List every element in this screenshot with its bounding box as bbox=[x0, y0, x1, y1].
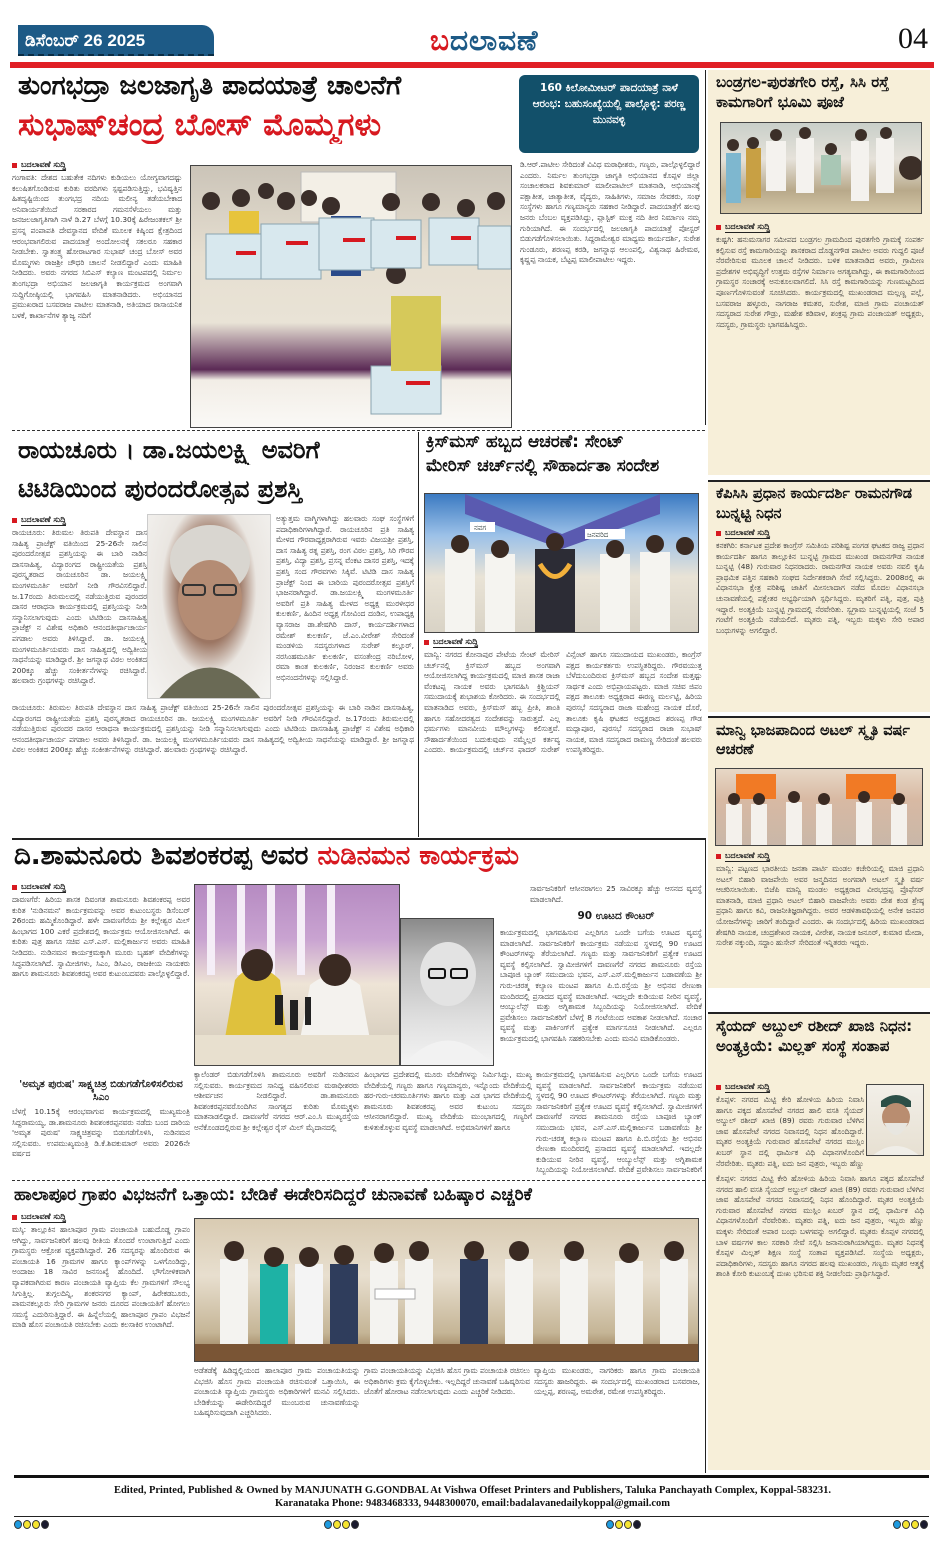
jayalakshmi-portrait bbox=[147, 514, 271, 699]
column-divider bbox=[705, 70, 706, 425]
section-divider bbox=[12, 1180, 705, 1181]
byline: ಬದಲಾವಣೆ ಸುದ್ದಿ bbox=[12, 160, 182, 171]
newspaper-logo bbox=[430, 24, 538, 58]
atal-text bbox=[716, 851, 924, 982]
shamanur-event-photo bbox=[194, 884, 400, 1066]
khaji-portrait bbox=[866, 1084, 924, 1156]
bullet-square-icon bbox=[12, 885, 17, 890]
shamanur-body-col1: ದಾವಣಗೆರೆ: ಹಿರಿಯ ಶಾಸಕ ದಿವಂಗತ ಶಾಮನೂರು ಶಿವಶಂಕರಪ್ಪ ಅವರ ಕುರಿತ 'ನುಡಿನಮನ' ಕಾರ್ಯಕ್ರಮವನ್ನು ಅವರ ಕುಟುಂಬಸ್ಥರು ಡಿಸೆಂಬರ್ 26ರಂದು ಹಮ್ಮಿಕೊಂಡಿದ್ದಾರೆ. ಹಳೇ ದಾವಣಗೆರೆಯ ಶ್ರೀ ಕಲ್ಲೇಶ್ವರ ಮಿಲ್ ಹಿಂಭಾಗದ 100 ಎಕರೆ ಪ್ರದೇಶದಲ್ಲಿ ಕಾರ್ಯಕ್ರಮ ಆಯೋಜಿಸಲಾಗಿದೆ. ಈ ಕುರಿತು ಪುತ್ರ ಹಾಗೂ ಸಚಿವ ಎಸ್.ಎಸ್. ಮಲ್ಲಿಕಾರ್ಜುನ ಅವರು ಮಾಹಿತಿ ನೀಡಿದರು. ನುಡಿನಮನ ಕಾರ್ಯಕ್ರಮಕ್ಕಾಗಿ ಮೂರು ಬೃಹತ್ ವೇದಿಕೆಗಳನ್ನು ಸಿದ್ಧಪಡಿಸಲಾಗಿದೆ. ಸ್ವಾಮೀಜಿಗಳು, ಸಿಎಂ, ಡಿಸಿಎಂ, ರಾಜಕೀಯ ನಾಯಕರು ಹಾಗೂ ಶಾಮನೂರು ಶಿವಶಂಕರಪ್ಪ ಅವರ ಕುಟುಂಬದವರು ಪಾಲ್ಗೊಳ್ಳಲಿದ್ದಾರೆ. bbox=[12, 895, 190, 979]
masthead-rule bbox=[10, 62, 934, 68]
right-story-kpcc-panel bbox=[708, 482, 930, 712]
photo-sign-left: ನವಗ bbox=[474, 524, 487, 532]
shamanur-portrait bbox=[400, 918, 494, 1066]
lead-photo-illustration bbox=[191, 166, 512, 428]
halapur-headline: ಹಾಲಾಪೂರ ಗ್ರಾಪಂ ವಿಭಜನೆಗೆ ಒತ್ತಾಯ: ಬೇಡಿಕೆ ಈಡೇರಿಸದಿದ್ದರೆ ಚುನಾವಣೆ ಬಹಿಷ್ಕಾರ ಎಚ್ಚರಿಕೆ bbox=[14, 1186, 532, 1205]
bullet-square-icon bbox=[716, 854, 721, 859]
photo-sign-right: ಜನವರಿದ bbox=[587, 531, 609, 539]
registration-dot bbox=[23, 1520, 31, 1529]
logo-rest: ದಲಾವಣೆ bbox=[449, 24, 539, 57]
imprint bbox=[0, 1484, 945, 1510]
byline: ಬದಲಾವಣೆ ಸುದ್ದಿ bbox=[424, 637, 702, 648]
shamanur-headline-red: ನುಡಿನಮನ ಕಾರ್ಯಕ್ರಮ bbox=[317, 842, 519, 871]
registration-dot bbox=[911, 1520, 919, 1529]
atal-event-photo bbox=[715, 768, 923, 846]
halapur-memorandum-photo bbox=[194, 1218, 699, 1362]
christmas-church-photo bbox=[424, 493, 699, 633]
registration-dot bbox=[333, 1520, 341, 1529]
khaji-headline: ಸೈಯದ್ ಅಬ್ದುಲ್ ರಶೀದ್ ಖಾಜಿ ನಿಧನ: ಅಂತ್ಯಕ್ರಿಯೆ: ಮಿಲ್ಲತ್ ಸಂಸ್ಥೆ ಸಂತಾಪ bbox=[716, 1017, 913, 1055]
halapur-body-col4: ವ್ಯಾಪ್ತಿಯ ಮುಖಂಡರು, ನಾಗರಿಕರು ಹಾಗೂ ಗ್ರಾಮ ಪಂಚಾಯತಿ ಸದಸ್ಯರು ಹಾಜರಿದ್ದರು. ಈ ಸಂದರ್ಭದಲ್ಲಿ ಮುಖಂಡರಾದ ಬಸವರಾಜ, ಯಲ್ಲಪ್ಪ, ಶರಣಪ್ಪ, ಅಮರೇಶ, ರಮೇಶ ಉಪಸ್ಥಿತರಿದ್ದರು. bbox=[534, 1366, 700, 1397]
registration-dot bbox=[41, 1520, 49, 1529]
shamanur-body-col3b: ಹಿಂಭಾಗದ ಪ್ರದೇಶದಲ್ಲಿ ಮೂರು ವೇದಿಕೆಗಳನ್ನು ನಿರ್ಮಿಸಿದ್ದು, ಮುಖ್ಯ ವೇದಿಕೆಯಲ್ಲಿ ಗಣ್ಯರು ಹಾಗೂ ಗಣ್ಯಮಾನ್ಯರು, ಇನ್ನೊಂದು ವೇದಿಕೆಯಲ್ಲಿ ಹರ-ಗುರು-ಚರಮೂರ್ತಿಗಳು ಹಾಗೂ ಮತ್ತು ಎಡ ಭಾಗದ ವೇದಿಕೆಯಲ್ಲಿ ಶಾಮನೂರು ಶಿವಶಂಕರಪ್ಪ ಅವರ ಕುಟುಂಬ ಸದಸ್ಯರು ಆಸೀನರಾಗಲಿದ್ದಾರೆ. ಮುಖ್ಯ ವೇದಿಕೆಯ ಮುಂಭಾಗದಲ್ಲಿ ಗಣ್ಯರಿಗೆ ಕುಳಿತುಕೊಳ್ಳುವ ವ್ಯವಸ್ಥೆ ಮಾಡಲಾಗಿದೆ. ಅಭಿಮಾನಿಗಳಿಗೆ ಹಾಗೂ bbox=[364, 1070, 532, 1132]
registration-dot bbox=[902, 1520, 910, 1529]
issue-date: ಡಿಸೆಂಬರ್ 26 2025 bbox=[18, 25, 214, 56]
bullet-square-icon bbox=[716, 1085, 721, 1090]
registration-dot bbox=[351, 1520, 359, 1529]
khaji-text-top bbox=[716, 1082, 864, 1171]
shamanur-body-col3c: ಕಾರ್ಯಕ್ರಮದಲ್ಲಿ ಭಾಗವಹಿಸುವ ಎಲ್ಲರಿಗೂ ಒಂದೇ ಬಗೆಯ ಊಟದ ವ್ಯವಸ್ಥೆ ಮಾಡಲಾಗಿದೆ. ಸಾರ್ವಜನಿಕರಿಗೆ ಕಾರ್ಯಕ್ರಮ ನಡೆಯುವ ಸ್ಥಳದಲ್ಲಿ 90 ಊಟದ ಕೌಂಟರ್‌ಗಳನ್ನು ತೆರೆಯಲಾಗಿದೆ. ಗಣ್ಯರು ಮತ್ತು ಸಾರ್ವಜನಿಕರಿಗೆ ಪ್ರತ್ಯೇಕ ಊಟದ ವ್ಯವಸ್ಥೆ ಕಲ್ಪಿಸಲಾಗಿದೆ. ಸ್ವಾಮೀಜಿಗಳಿಗೆ ದಾವಣಗೆರೆ ನಗರದ ಶಾಮನೂರು ರಸ್ತೆಯ ಬಾಪೂಜಿ ಬ್ಯಾಂಕ್ ಸಮುದಾಯ ಭವನ, ಎಸ್.ಎಸ್.ಮಲ್ಲಿಕಾರ್ಜುನ ಬಡಾವಣೆಯ ಶ್ರೀ ಗುರು-ಚರತ್ಮ ಕಲ್ಯಾಣ ಮಂಟಪ ಹಾಗೂ ಪಿ.ಬಿ.ರಸ್ತೆಯ ಶ್ರೀ ಅಭಿನವ ರೇಣುಕಾ ಮಂದಿರದಲ್ಲಿ ಪ್ರಸಾದದ ವ್ಯವಸ್ಥೆ ಮಾಡಲಾಗಿದೆ. ಇದಲ್ಲದೇ ಕುಡಿಯುವ ನೀರಿನ ವ್ಯವಸ್ಥೆ, ಆಂಬ್ಯುಲೆನ್ಸ್ ಮತ್ತು ಅಗ್ನಿಶಾಮಕ ಸಿಬ್ಬಂದಿಯನ್ನು ನಿಯೋಜಿಸಲಾಗಿದೆ. ವೇದಿಕೆ ಪ್ರವೇಶಿಸಲು ಸಾರ್ವಜನಿಕರಿಗೆ ಬೆಳಗ್ಗೆ 8 ಗಂಟೆಯಿಂದ ಅವಕಾಶ ನೀಡಲಾಗಿದೆ. ಸಂಚಾರ ವ್ಯವಸ್ಥೆ ಮತ್ತು ಪಾರ್ಕಿಂಗ್‌ಗೆ ಪ್ರತ್ಯೇಕ ಮಾರ್ಗಸೂಚಿ ನೀಡಲಾಗಿದೆ. ಎಲ್ಲರೂ ಕಾರ್ಯಕ್ರಮದಲ್ಲಿ ಭಾಗವಹಿಸಿ ಸಹಕರಿಸಬೇಕು ಎಂದು ಮನವಿ ಮಾಡಿಕೊಂಡರು. bbox=[500, 928, 702, 1043]
halapur-body-col1: ಮಸ್ಕಿ: ತಾಲ್ಲೂಕಿನ ಹಾಲಾಪೂರ ಗ್ರಾಮ ಪಂಚಾಯತಿ ಬಹುದೊಡ್ಡ ಗ್ರಾಪಂ ಆಗಿದ್ದು, ಸಾರ್ವಜನಿಕರಿಗೆ ಹಲವು ರೀತಿಯ ತೊಂದರೆ ಉಂಟಾಗುತ್ತಿದೆ ಎಂದು ಗ್ರಾಮಸ್ಥರು ಆಕ್ರೋಶ ವ್ಯಕ್ತಪಡಿಸಿದ್ದಾರೆ. 26 ಸದಸ್ಯರನ್ನು ಹೊಂದಿರುವ ಈ ಪಂಚಾಯತಿ 16 ಗ್ರಾಮಗಳ ಹಾಗೂ ಕ್ಯಾಂಪ್‌ಗಳನ್ನು ಒಳಗೊಂಡಿದ್ದು, ಅಂದಾಜು 18 ಸಾವಿರ ಜನಸಂಖ್ಯೆ ಹೊಂದಿದೆ. ಭೌಗೋಳಿಕವಾಗಿ ವ್ಯಾಪಕವಾಗಿರುವ ಕಾರಣ ಪಂಚಾಯತಿ ವ್ಯಾಪ್ತಿಯ ಕೆಲ ಗ್ರಾಮಗಳಿಗೆ ಸೌಲಭ್ಯ ಸಿಗುತ್ತಿಲ್ಲ. ತುಗ್ಗಲದಿನ್ನಿ, ಶಂಕರನಗರ ಕ್ಯಾಂಪ್, ಹಿರೇಕಡಬೂರು, ಪಾಮನಕಲ್ಲೂರು ಸೇರಿ ಗ್ರಾಮಗಳ ಜನರು ದೂರದ ಪಂಚಾಯತಿಗೆ ಹೋಗಲು ಸಮಸ್ಯೆ ಎದುರಿಸುತ್ತಿದ್ದಾರೆ. ಈ ಹಿನ್ನೆಲೆಯಲ್ಲಿ ಹಾಲಾಪೂರ ಗ್ರಾಪಂ ವಿಭಜನೆ ಮಾಡಿ ಹೊಸ ಪಂಚಾಯತಿ ರಚಿಸಬೇಕು ಎಂದು ಕಲಸಾಕಿರ ಉಂಟಾಗಿದೆ. bbox=[12, 1225, 190, 1330]
registration-dot bbox=[342, 1520, 350, 1529]
kpcc-text bbox=[716, 528, 924, 711]
shamanur-headline-black: ದಿ.ಶಾಮನೂರು ಶಿವಶಂಕರಪ್ಪ ಅವರ bbox=[14, 842, 309, 871]
christmas-headline-2: ಮೇರಿಸ್ ಚರ್ಚ್‌ನಲ್ಲಿ ಸೌಹಾರ್ದತಾ ಸಂದೇಶ bbox=[426, 457, 660, 476]
portrait-illustration bbox=[148, 515, 271, 699]
right-story-road-body: ಕುಷ್ಟಗಿ: ಹನುಮಸಾಗರ ಸಮೀಪದ ಬಂಡ್ರಗಲ ಗ್ರಾಮದಿಂದ ಪುರತಗೇರಿ ಗ್ರಾಮಕ್ಕೆ ಸಂಪರ್ಕ ಕಲ್ಪಿಸುವ ರಸ್ತೆ ಕಾಮಗಾರಿಯನ್ನು ಶಾಸಕರಾದ ದೊಡ್ಡನಗೌಡ ಪಾಟೀಲ ಅವರು ಗುದ್ದಲಿ ಪೂಜೆ ನೆರವೇರಿಸುವ ಮೂಲಕ ಚಾಲನೆ ನೀಡಿದರು. ಬಳಿಕ ಮಾತನಾಡಿದ ಅವರು, ಗ್ರಾಮೀಣ ಪ್ರದೇಶಗಳ ಅಭಿವೃದ್ಧಿಗೆ ಉತ್ತಮ ರಸ್ತೆಗಳ ನಿರ್ಮಾಣ ಅಗತ್ಯವಾಗಿದ್ದು, ಈ ಕಾಮಗಾರಿಯಿಂದ ಗ್ರಾಮಸ್ಥರ ಸಂಚಾರಕ್ಕೆ ಅನುಕೂಲವಾಗಲಿದೆ. ಸಿಸಿ ರಸ್ತೆ ಕಾಮಗಾರಿಯನ್ನು ಗುಣಮಟ್ಟದಿಂದ ಪೂರ್ಣಗೊಳಿಸುವಂತೆ ಸೂಚಿಸಿದರು. ಕಾರ್ಯಕ್ರಮದಲ್ಲಿ ಮುಖಂಡರಾದ ಮಲ್ಲಣ್ಣ ಪಲ್ಲೆ, ಬಸವರಾಜ ಹಳ್ಳೂರು, ನಾಗರಾಜ ಕಮತರ, ಸುರೇಶ, ಮಾಜಿ ಗ್ರಾಮ ಪಂಚಾಯತ್ ಸದಸ್ಯರಾದ ಸುರೇಶ ಗೌಡ್ರು, ಮಹೇಶ ಕಡಿವಾಳ, ಶಂಕ್ರಪ್ಪ ಗ್ರಾಮ ಪಂಚಾಯತ್ ಅಧ್ಯಕ್ಷರು, ಸದಸ್ಯರು, ಗ್ರಾಮಸ್ಥರು ಭಾಗವಹಿಸಿದ್ದರು. bbox=[716, 235, 924, 329]
kpcc-body: ಕನಕಗಿರಿ: ಕರ್ನಾಟಕ ಪ್ರದೇಶ ಕಾಂಗ್ರೆಸ್ ಸಮಿತಿಯ ಪರಿಶಿಷ್ಟ ಪಂಗಡ ಘಟಕದ ರಾಜ್ಯ ಪ್ರಧಾನ ಕಾರ್ಯದರ್ಶಿ ಹಾಗೂ ತಾಲ್ಲೂಕಿನ ಬುನ್ನಟ್ಟಿ ಗ್ರಾಮದ ಮುಖಂಡ ರಾಮನಗೌಡ ನಾಯಕ ಬುನ್ನಟ್ಟಿ (48) ಗುರುವಾರ ನಿಧನರಾದರು. ರಾಮನಗೌಡ ನಾಯಕ ಅವರು ನವಲಿ ಕೃಷಿ ಪ್ರಾಥಮಿಕ ಪತ್ತಿನ ಸಹಕಾರಿ ಸಂಘದ ನಿರ್ದೇಶಕರಾಗಿ ಸೇವೆ ಸಲ್ಲಿಸಿದ್ದರು. 2008ರಲ್ಲಿ ಈ ವಿಧಾನಸಭಾ ಕ್ಷೇತ್ರ ಪರಿಶಿಷ್ಟ ಜಾತಿಗೆ ಮೀಸಲಾದಾಗ ನಡೆದ ಮೊದಲ ವಿಧಾನಸಭಾ ಚುನಾವಣೆಯಲ್ಲಿ ಪಕ್ಷೇತರ ಅಭ್ಯರ್ಥಿಯಾಗಿ ಸ್ಪರ್ಧಿಸಿದ್ದರು. ಮೃತರಿಗೆ ಪತ್ನಿ, ಪುತ್ರ, ಪುತ್ರಿ ಇದ್ದಾರೆ. ಅಂತ್ಯಕ್ರಿಯೆ ಬುನ್ನಟ್ಟಿ ಗ್ರಾಮದಲ್ಲಿ ನೆರವೇರಿತು. ಸ್ವಗ್ರಾಮ ಬುನ್ನಟ್ಟಿಯಲ್ಲಿ ಸಂಜೆ 5 ಗಂಟೆಗೆ ಅಂತ್ಯಕ್ರಿಯೆ ನಡೆಯಲಿದೆ. ಮೃತರು ಪತ್ನಿ, ಇಬ್ಬರು ಮಕ್ಕಳು ಸೇರಿ ಅಪಾರ ಬಂಧುಗಳನ್ನು ಅಗಲಿದ್ದಾರೆ. bbox=[716, 541, 924, 635]
column-divider bbox=[418, 432, 419, 837]
lead-callout-text: 160 ಕಿಲೋಮೀಟರ್ ಪಾದಯಾತ್ರೆ ನಾಳೆ ಆರಂಭ: ಬಹುಸಂಖ್ಯೆಯಲ್ಲಿ ಪಾಲ್ಗೊಳ್ಳಿ: ಪರಣ್ಣ ಮುನವಳ್ಳಿ bbox=[532, 82, 686, 126]
registration-dot bbox=[893, 1520, 901, 1529]
byline: ಬದಲಾವಣೆ ಸುದ್ದಿ bbox=[716, 851, 924, 862]
shamanur-body-col3a: ಸಾರ್ವಜನಿಕರಿಗೆ ಆಸೀನರಾಗಲು 25 ಸಾವಿರಕ್ಕೂ ಹೆಚ್ಚು ಆಸನದ ವ್ಯವಸ್ಥೆ ಮಾಡಲಾಗಿದೆ. bbox=[530, 884, 702, 904]
right-story-road-text bbox=[716, 222, 924, 473]
registration-dot bbox=[633, 1520, 641, 1529]
registration-mark bbox=[606, 1520, 641, 1529]
shamanur-body-col2b: ಕ್ಯಾಲೆಂಡರ್ ಬಿಡುಗಡೆಗೊಳಿಸಿ ಶಾಮನೂರು ಅವರಿಗೆ ನುಡಿನಮನ ಸಲ್ಲಿಸುವರು. ಕಾರ್ಯಕ್ರಮದ ಸಾನಿಧ್ಯ ವಹಿಸಲಿರುವ ಮಠಾಧೀಶರರು ಆಶೀರ್ವಚನ ನೀಡಲಿದ್ದಾರೆ. ಡಾ.ಶಾಮನೂರು ಶಿವಶಂಕರಪ್ಪನವರೊಂದಿಗಿನ ಸಾಂಗತ್ಯದ ಕುರಿತು ಮೊಮ್ಮಕ್ಕಳು ಮಾತನಾಡಲಿದ್ದಾರೆ. ದಾವಣಗೆರೆ ನಗರದ ಆರ್.ಎಂ.ಸಿ ಮುಖ್ಯರಸ್ತೆಯ ಅನೆಕೊಂಡದಲ್ಲಿರುವ ಶ್ರೀ ಕಲ್ಲೇಶ್ವರ ರೈಸ್ ಮಿಲ್ ಮೈದಾನದಲ್ಲಿ bbox=[194, 1070, 359, 1132]
byline: ಬದಲಾವಣೆ ಸುದ್ದಿ bbox=[12, 1212, 190, 1223]
khaji-body-continued: ಕೊಪ್ಪಳ: ನಗರದ ಮಿಟ್ಟಿ ಕೇರಿ ಹೋಳಿಯ ಹಿರಿಯ ನಿವಾಸಿ ಹಾಗೂ ಪಕ್ಕದ ಹೊಸಪೇಟೆ ನಗರದ ಹಾಲಿ ವಸತಿ ಸೈಯದ್ ಅಬ್ದುಲ್ ರಶೀದ್ ಖಾಜಿ (89) ರವರು ಗುರುವಾರ ಬೆಳಿಗಿನ ಜಾವ ಹೊಸಪೇಟೆ ನಗರದ ನಿವಾಸದಲ್ಲಿ ನಿಧನ ಹೊಂದಿದ್ದಾರೆ. ಮೃತರ ಅಂತ್ಯಕ್ರಿಯೆ ಗುರುವಾರ ಹೊಸಪೇಟೆ ನಗರದ ಮುಸ್ಲಿಂ ಖಬರ್ ಸ್ಥಾನ ದಲ್ಲಿ ಧಾರ್ಮಿಕ ವಿಧಿ ವಿಧಾನಗಳೊಂದಿಗೆ ನೆರವೇರಿತು. ಮೃತರು ಪತ್ನಿ, ಐದು ಜನ ಪುತ್ರರು, ಇಬ್ಬರು ಹೆಣ್ಣು ಮಕ್ಕಳು ಸೇರಿದಂತೆ ಅಪಾರ ಬಂಧು ಬಳಗವನ್ನು ಅಗಲಿದ್ದಾರೆ. ಮೃತರು ಕೊಪ್ಪಳ ನಗರದಲ್ಲಿ ಬಾಳ ವರ್ಷಗಳ ಕಾಲ ಸರಕಾರಿ ಸೇವೆ ಸಲ್ಲಿಸಿ ಜನಾನುರಾಗಿಯಾಗಿದ್ದರು. ಮೃತರ ನಿಧನಕ್ಕೆ ಕೊಪ್ಪಳ ಮಿಲ್ಲತ್ ಶಿಕ್ಷಣ ಸಂಸ್ಥೆ ಸಂತಾಪ ವ್ಯಕ್ತಪಡಿಸಿದೆ. ಸಂಸ್ಥೆಯ ಅಧ್ಯಕ್ಷರು, ಪದಾಧಿಕಾರಿಗಳು, ಸದಸ್ಯರು ಹಾಗೂ ನಗರದ ಹಲವು ಮುಖಂಡರು, ಗಣ್ಯರು ಮೃತರ ಆತ್ಮಕ್ಕೆ ಶಾಂತಿ ಕೋರಿ ಕುಟುಂಬಕ್ಕೆ ದುಃಖ ಭರಿಸುವ ಶಕ್ತಿ ನೀಡಲೆಂದು ಪ್ರಾರ್ಥಿಸಿದ್ದಾರೆ. bbox=[716, 1174, 924, 1279]
logo-first-letter: ಬ bbox=[430, 24, 450, 57]
atal-photo-illustration bbox=[716, 769, 923, 846]
page-number: 04 bbox=[898, 22, 928, 55]
right-story-atal-panel bbox=[708, 718, 930, 988]
bullet-square-icon bbox=[716, 531, 721, 536]
bullet-square-icon bbox=[424, 640, 429, 645]
bullet-square-icon bbox=[12, 1215, 17, 1220]
registration-dot bbox=[14, 1520, 22, 1529]
byline: ಬದಲಾವಣೆ ಸುದ್ದಿ bbox=[12, 515, 147, 526]
registration-mark bbox=[324, 1520, 359, 1529]
halapur-body-col2: ಅಡೆತಡೆಕ್ಕೆ ಹಿಡಿದ್ದಲ್ಲಿಯಂದ ಹಾಲಾಪೂರ ಗ್ರಾಮ ಪಂಚಾಯತಿಯನ್ನು ವಿಭಜಿಸಿ ಹೊಸ ಗ್ರಾಮ ಪಂಚಾಯತಿ ರಚಿಸುವಂತೆ ಒತ್ತಾಯಿಸಿ, ಈ ಪಂಚಾಯತಿ ವ್ಯಾಪ್ತಿಯ ಗ್ರಾಮಸ್ಥರು ಅಧಿಕಾರಿಗಳಿಗೆ ಮನವಿ ಸಲ್ಲಿಸಿದರು. ಬೇಡಿಕೆಯನ್ನು ಈಡೇರಿಸದಿದ್ದರೆ ಮುಂಬರುವ ಚುನಾವಣೆಯನ್ನು ಬಹಿಷ್ಕರಿಸುವುದಾಗಿ ಎಚ್ಚರಿಸಿದರು. bbox=[194, 1366, 360, 1418]
footer-rule-thin bbox=[14, 1516, 929, 1517]
masthead bbox=[10, 24, 934, 62]
imprint-line-2: Karanataka Phone: 9483468333, 9448300070, email:badalavanedailykoppal@gmail.com bbox=[274, 1498, 671, 1509]
registration-dot bbox=[606, 1520, 614, 1529]
jayalakshmi-body-full: ರಾಯಚೂರು: ತಿರುಮಲ ತಿರುಪತಿ ದೇವಸ್ಥಾನ ದಾಸ ಸಾಹಿತ್ಯ ಪ್ರಾಜೆಕ್ಟ್ ವತಿಯಿಂದ 25-26ನೇ ಸಾಲಿನ ಪುರಂದರೋತ್ಸವ ಪ್ರಶಸ್ತಿಯನ್ನು ಈ ಬಾರಿ ನಾಡಿನ ದಾಸಸಾಹಿತ್ಯ, ವಿದ್ಯಾರಂಗದ ರಾಷ್ಟ್ರೀಯತೆಯ ಪ್ರಶಸ್ತಿ ಪುರಸ್ಕೃತರಾದ ರಾಯಚೂರಿನ ಡಾ. ಜಯಲಕ್ಷ್ಮಿ ಮಂಗಳಮೂರ್ತಿ ಅವರಿಗೆ ನೀಡಿ ಗೌರವಿಸಲಿದ್ದಾರೆ. ಜ.17ರಂದು ತಿರುಮಲದಲ್ಲಿ ನಡೆಯುತ್ತಿರುವ ಪುರಂದರ ದಾಸರ ಆರಾಧನಾ ಕಾರ್ಯಕ್ರಮದಲ್ಲಿ ಪ್ರಶಸ್ತಿಯನ್ನು ನೀಡಿ ಸನ್ಮಾನಿಸಲಾಗುವುದು ಎಂದು ಟಿಟಿಡಿಯ ದಾಸಸಾಹಿತ್ಯ ಪ್ರಾಜೆಕ್ಟ್ ನ ವಿಶೇಷ ಅಧಿಕಾರಿ ಆನಂದತೀರ್ಥಾಚಾರ್ಯ ಪಗಡಾಲ ಅವರು ತಿಳಿಸಿದ್ದಾರೆ. ಡಾ. ಜಯಲಕ್ಷ್ಮಿ ಮಂಗಳಮೂರ್ತಿಯವರು ದಾಸ ಸಾಹಿತ್ಯದಲ್ಲಿ ಅದ್ವಿತೀಯ ಸಾಧನೆಯನ್ನು ಮಾಡಿದ್ದಾರೆ. ಶ್ರೀ ಜಗನ್ನಾಥ ವಿಠಲ ಅಂಕಿತದ 200ಕ್ಕೂ ಹೆಚ್ಚು ಸಂಕೀರ್ತನೆಗಳನ್ನು ರಚಿಸಿದ್ದಾರೆ. ಹಲವಾರು ಗ್ರಂಥಗಳನ್ನು ರಚಿಸಿದ್ದಾರೆ. bbox=[12, 703, 414, 755]
bullet-square-icon bbox=[716, 225, 721, 230]
registration-mark bbox=[14, 1520, 49, 1529]
lead-headline-1: ತುಂಗಭದ್ರಾ ಜಲಜಾಗೃತಿ ಪಾದಯಾತ್ರೆ ಚಾಲನೆಗೆ bbox=[18, 72, 402, 101]
khaji-portrait-illustration bbox=[867, 1085, 924, 1156]
byline: ಬದಲಾವಣೆ ಸುದ್ದಿ bbox=[12, 882, 190, 893]
christmas-photo-illustration bbox=[425, 494, 699, 633]
footer-rule bbox=[14, 1475, 929, 1478]
jayalakshmi-body-col1: ರಾಯಚೂರು: ತಿರುಮಲ ತಿರುಪತಿ ದೇವಸ್ಥಾನ ದಾಸ ಸಾಹಿತ್ಯ ಪ್ರಾಜೆಕ್ಟ್ ವತಿಯಿಂದ 25-26ನೇ ಸಾಲಿನ ಪುರಂದರೋತ್ಸವ ಪ್ರಶಸ್ತಿಯನ್ನು ಈ ಬಾರಿ ನಾಡಿನ ದಾಸಸಾಹಿತ್ಯ, ವಿದ್ಯಾರಂಗದ ರಾಷ್ಟ್ರೀಯತೆಯ ಪ್ರಶಸ್ತಿ ಪುರಸ್ಕೃತರಾದ ರಾಯಚೂರಿನ ಡಾ. ಜಯಲಕ್ಷ್ಮಿ ಮಂಗಳಮೂರ್ತಿ ಅವರಿಗೆ ನೀಡಿ ಗೌರವಿಸಲಿದ್ದಾರೆ. ಜ.17ರಂದು ತಿರುಮಲದಲ್ಲಿ ನಡೆಯುತ್ತಿರುವ ಪುರಂದರ ದಾಸರ ಆರಾಧನಾ ಕಾರ್ಯಕ್ರಮದಲ್ಲಿ ಪ್ರಶಸ್ತಿಯನ್ನು ನೀಡಿ ಸನ್ಮಾನಿಸಲಾಗುವುದು ಎಂದು ಟಿಟಿಡಿಯ ದಾಸಸಾಹಿತ್ಯ ಪ್ರಾಜೆಕ್ಟ್ ನ ವಿಶೇಷ ಅಧಿಕಾರಿ ಆನಂದತೀರ್ಥಾಚಾರ್ಯ ಪಗಡಾಲ ಅವರು ತಿಳಿಸಿದ್ದಾರೆ. ಡಾ. ಜಯಲಕ್ಷ್ಮಿ ಮಂಗಳಮೂರ್ತಿಯವರು ದಾಸ ಸಾಹಿತ್ಯದಲ್ಲಿ ಅದ್ವಿತೀಯ ಸಾಧನೆಯನ್ನು ಮಾಡಿದ್ದಾರೆ. ಶ್ರೀ ಜಗನ್ನಾಥ ವಿಠಲ ಅಂಕಿತದ 200ಕ್ಕೂ ಹೆಚ್ಚು ಸಂಕೀರ್ತನೆಗಳನ್ನು ರಚಿಸಿದ್ದಾರೆ. ಹಲವಾರು ಗ್ರಂಥಗಳನ್ನು ರಚಿಸಿದ್ದಾರೆ. bbox=[12, 528, 147, 686]
byline: ಬದಲಾವಣೆ ಸುದ್ದಿ bbox=[716, 222, 924, 233]
jayalakshmi-headline-1: ರಾಯಚೂರು । ಡಾ.ಜಯಲಕ್ಷ್ಮಿ ಅವರಿಗೆ bbox=[18, 437, 320, 464]
halapur-column-1 bbox=[12, 1212, 190, 1475]
registration-dot bbox=[920, 1520, 928, 1529]
lead-column-1 bbox=[12, 160, 182, 423]
shamanur-column-1 bbox=[12, 882, 190, 1171]
byline: ಬದಲಾವಣೆ ಸುದ್ದಿ bbox=[716, 1082, 864, 1093]
khaji-body: ಕೊಪ್ಪಳ: ನಗರದ ಮಿಟ್ಟಿ ಕೇರಿ ಹೋಳಿಯ ಹಿರಿಯ ನಿವಾಸಿ ಹಾಗೂ ಪಕ್ಕದ ಹೊಸಪೇಟೆ ನಗರದ ಹಾಲಿ ವಸತಿ ಸೈಯದ್ ಅಬ್ದುಲ್ ರಶೀದ್ ಖಾಜಿ (89) ರವರು ಗುರುವಾರ ಬೆಳಿಗಿನ ಜಾವ ಹೊಸಪೇಟೆ ನಗರದ ನಿವಾಸದಲ್ಲಿ ನಿಧನ ಹೊಂದಿದ್ದಾರೆ. ಮೃತರ ಅಂತ್ಯಕ್ರಿಯೆ ಗುರುವಾರ ಹೊಸಪೇಟೆ ನಗರದ ಮುಸ್ಲಿಂ ಖಬರ್ ಸ್ಥಾನ ದಲ್ಲಿ ಧಾರ್ಮಿಕ ವಿಧಿ ವಿಧಾನಗಳೊಂದಿಗೆ ನೆರವೇರಿತು. ಮೃತರು ಪತ್ನಿ, ಐದು ಜನ ಪುತ್ರರು, ಇಬ್ಬರು ಹೆಣ್ಣು bbox=[716, 1095, 864, 1168]
bullet-square-icon bbox=[12, 163, 17, 168]
lead-headline-2: ಸುಭಾಷ್‌ಚಂದ್ರ ಬೋಸ್ ಮೊಮ್ಮಗಳು bbox=[18, 108, 382, 143]
registration-dot bbox=[624, 1520, 632, 1529]
registration-dot bbox=[32, 1520, 40, 1529]
right-story-road-headline: ಬಂಡ್ರಗಲ-ಪುರತಗೇರಿ ರಸ್ತೆ, ಸಿಸಿ ರಸ್ತೆ ಕಾಮಗಾರಿಗೆ ಭೂಮಿ ಪೂಜೆ bbox=[716, 73, 889, 111]
shamanur-subhead: 'ಅಮೃತ ಪುರುಷ' ಸಾಕ್ಷ್ಯಚಿತ್ರ ಬಿಡುಗಡೆಗೊಳಿಸಲಿರುವ ಸಿಎಂ bbox=[19, 1079, 183, 1103]
byline: ಬದಲಾವಣೆ ಸುದ್ದಿ bbox=[716, 528, 924, 539]
christmas-headline-1: ಕ್ರಿಸ್‌ಮಸ್ ಹಬ್ಬದ ಆಚರಣೆ: ಸೇಂಟ್ bbox=[426, 433, 624, 452]
atal-headline: ಮಾನ್ವಿ ಭಾಜಪಾದಿಂದ ಅಟಲ್ ಸ್ಮೃತಿ ವರ್ಷ ಆಚರಣೆ bbox=[716, 723, 910, 758]
registration-dot bbox=[615, 1520, 623, 1529]
imprint-line-1: Edited, Printed, Published & Owned by MANJUNATH G.GONDBAL At Vishwa Offeset Printers and Publishers, Taluka Panchayath Complex, Koppal-583231. bbox=[113, 1485, 832, 1496]
section-divider bbox=[12, 430, 705, 431]
section-divider bbox=[12, 838, 705, 840]
christmas-text bbox=[424, 637, 702, 834]
bullet-square-icon bbox=[12, 518, 17, 523]
shamanur-headline bbox=[14, 842, 704, 872]
christmas-body: ಮಾನ್ವಿ: ನಗರದ ಕೋನಾಪುರ ಪೇಟೆಯ ಸೇಂಟ್ ಮೇರಿಸ್ ಚರ್ಚ್‌ನಲ್ಲಿ ಕ್ರಿಸ್‌ಮಸ್ ಹಬ್ಬದ ಅಂಗವಾಗಿ ಆಯೋಜಿಸಲಾಗಿದ್ದ ಕಾರ್ಯಕ್ರಮದಲ್ಲಿ ಮಾಜಿ ಶಾಸಕ ರಾಜಾ ವೆಂಕಟಪ್ಪ ನಾಯಕ ಅವರು ಭಾಗವಹಿಸಿ ಕ್ರಿಶ್ಚಿಯನ್ ಸಮುದಾಯಕ್ಕೆ ಶುಭಾಶಯ ಕೋರಿದರು. ಈ ಸಂದರ್ಭದಲ್ಲಿ ಮಾತನಾಡಿದ ಅವರು, ಕ್ರಿಸ್‌ಮಸ್ ಹಬ್ಬ ಪ್ರೀತಿ, ಶಾಂತಿ ಹಾಗೂ ಸಹೋದರತ್ವದ ಸಂದೇಶವನ್ನು ಸಾರುತ್ತದೆ. ಎಲ್ಲ ಧರ್ಮಗಳು ಮಾನವೀಯ ಮೌಲ್ಯಗಳನ್ನು ಕಲಿಸುತ್ತವೆ. ಸೌಹಾರ್ದತೆಯಿಂದ ಬದುಕುವುದು ನಮ್ಮೆಲ್ಲರ ಕರ್ತವ್ಯ ಎಂದರು. ಕಾರ್ಯಕ್ರಮದಲ್ಲಿ ಚರ್ಚ್‌ನ ಫಾದರ್ ಸುರೇಶ್ ವಿನ್ಸೆಂಟ್ ಹಾಗೂ ಸಮುದಾಯದ ಮುಖಂಡರು, ಕಾಂಗ್ರೆಸ್ ಪಕ್ಷದ ಕಾರ್ಯಕರ್ತರು ಉಪಸ್ಥಿತರಿದ್ದರು. ಗೌರವಯುತ್ತ ಬೆಳೆದುಬಂದಿರುವ ಕ್ರಿಸ್‌ಮಸ್ ಹಬ್ಬದ ಸಂದೇಶ ಮತ್ತಷ್ಟು ಸಾರ್ಥಕ ಎಂದು ಅಭಿಪ್ರಾಯಪಟ್ಟರು. ಮಾಜಿ ಸಚಿವ ಜಿಪಂ ಪಕ್ಷದ ತಾಲೂಕು ಅಧ್ಯಕ್ಷರಾದ ಈರಣ್ಣ ಮರ್ಲಟ್ಟಿ, ಹಿರಿಯ ಪುರಸಭೆ ಸದಸ್ಯರಾದ ರಾಜಾ ಮಹೇಂದ್ರ ನಾಯಕ ದೊರೆ, ತಾಲೂಕು ಕೃಷಿ ಘಟಕದ ಅಧ್ಯಕ್ಷರಾದ ಶರಣಪ್ಪ ಗೌಡ ಮದ್ಲಾಪೂರ, ಪುರಸಭೆ ಸದಸ್ಯರಾದ ರಾಜಾ ಸುಭಾಷ್ ನಾಯಕ, ಮಾಜಿ ಸದಸ್ಯರಾದ ರಾಮಣ್ಣ ಸೇರಿದಂತೆ ಹಲವರು ಉಪಸ್ಥಿತರಿದ್ದರು. bbox=[424, 650, 702, 755]
shamanur-body-col4b: ಕಾರ್ಯಕ್ರಮದಲ್ಲಿ ಭಾಗವಹಿಸುವ ಎಲ್ಲರಿಗೂ ಒಂದೇ ಬಗೆಯ ಊಟದ ವ್ಯವಸ್ಥೆ ಮಾಡಲಾಗಿದೆ. ಸಾರ್ವಜನಿಕರಿಗೆ ಕಾರ್ಯಕ್ರಮ ನಡೆಯುವ ಸ್ಥಳದಲ್ಲಿ 90 ಊಟದ ಕೌಂಟರ್‌ಗಳನ್ನು ತೆರೆಯಲಾಗಿದೆ. ಗಣ್ಯರು ಮತ್ತು ಸಾರ್ವಜನಿಕರಿಗೆ ಪ್ರತ್ಯೇಕ ಊಟದ ವ್ಯವಸ್ಥೆ ಕಲ್ಪಿಸಲಾಗಿದೆ. ಸ್ವಾಮೀಜಿಗಳಿಗೆ ದಾವಣಗೆರೆ ನಗರದ ಶಾಮನೂರು ರಸ್ತೆಯ ಬಾಪೂಜಿ ಬ್ಯಾಂಕ್ ಸಮುದಾಯ ಭವನ, ಎಸ್.ಎಸ್.ಮಲ್ಲಿಕಾರ್ಜುನ ಬಡಾವಣೆಯ ಶ್ರೀ ಗುರು-ಚರತ್ಮ ಕಲ್ಯಾಣ ಮಂಟಪ ಹಾಗೂ ಪಿ.ಬಿ.ರಸ್ತೆಯ ಶ್ರೀ ಅಭಿನವ ರೇಣುಕಾ ಮಂದಿರದಲ್ಲಿ ಪ್ರಸಾದದ ವ್ಯವಸ್ಥೆ ಮಾಡಲಾಗಿದೆ. ಇದಲ್ಲದೇ ಕುಡಿಯುವ ನೀರಿನ ವ್ಯವಸ್ಥೆ, ಆಂಬ್ಯುಲೆನ್ಸ್ ಮತ್ತು ಅಗ್ನಿಶಾಮಕ ಸಿಬ್ಬಂದಿಯನ್ನು ನಿಯೋಜಿಸಲಾಗಿದೆ. ವೇದಿಕೆ ಪ್ರವೇಶಿಸಲು ಸಾರ್ವಜನಿಕರಿಗೆ bbox=[536, 1070, 702, 1175]
right-story-khaji-panel bbox=[708, 1014, 930, 1470]
registration-mark bbox=[893, 1520, 928, 1529]
shamanur-event-illustration bbox=[195, 885, 400, 1066]
column-divider bbox=[705, 838, 706, 1473]
halapur-body-col3: ಗ್ರಾಮ ಪಂಚಾಯತಿಯನ್ನು ವಿಭಜಿಸಿ ಹೊಸ ಗ್ರಾಮ ಪಂಚಾಯತಿ ರಚಿಸಲು ಅಧಿಕಾರಿಗಳು ಕ್ರಮ ಕೈಗೊಳ್ಳಬೇಕು. ಇಲ್ಲದಿದ್ದರೆ ಚುನಾವಣೆ ಬಹಿಷ್ಕರಿಸುವ ಜೊತೆಗೆ ಹೋರಾಟ ನಡೆಸಲಾಗುವುದು ಎಂದು ಎಚ್ಚರಿಕೆ ನೀಡಿದರು. bbox=[364, 1366, 530, 1397]
road-photo-illustration bbox=[721, 123, 922, 214]
registration-dot bbox=[324, 1520, 332, 1529]
right-story-road-panel bbox=[708, 70, 930, 475]
kpcc-headline: ಕೆಪಿಸಿಸಿ ಪ್ರಧಾನ ಕಾರ್ಯದರ್ಶಿ ರಾಮನಗೌಡ ಬುನ್ನಟ್ಟಿ ನಿಧನ bbox=[716, 486, 913, 522]
shamanur-subhead-2: 90 ಊಟದ ಕೌಂಟರ್ bbox=[577, 910, 655, 922]
jayalakshmi-body-col2: ಅತ್ಯುತ್ತಮ ವಾಗ್ಮಿಗಳಾಗಿದ್ದು ಹಲವಾರು ಸಂಘ ಸಂಸ್ಥೆಗಳಿಗೆ ಪದಾಧಿಕಾರಿಗಳಾಗಿದ್ದಾರೆ. ರಾಯಚೂರಿನ ಪ್ರತಿ ಸಾಹಿತ್ಯ ಮೇಳದ ಗೌರವಾಧ್ಯಕ್ಷರಾಗಿರುವ ಇವರು ವಿಜಯಶ್ರೀ ಪ್ರಶಸ್ತಿ, ದಾಸ ಸಾಹಿತ್ಯ ರತ್ನ ಪ್ರಶಸ್ತಿ, ರಂಗ ವಿಠಲ ಪ್ರಶಸ್ತಿ, ಸಿರಿ ಗೌರವ ಪ್ರಶಸ್ತಿ, ವಿದ್ಯಾ ಪ್ರಶಸ್ತಿ, ಪ್ರಸನ್ನ ವೆಂಕಟ ದಾಸರ ಪ್ರಶಸ್ತಿ, ಇದಕ್ಕೆ ಪ್ರಶಸ್ತಿ ಸಂದ ಗೌರವಗಳು ಸಿಕ್ಕಿವೆ. ಟಿಟಿಡಿ ದಾಸ ಸಾಹಿತ್ಯ ಪ್ರಾಜೆಕ್ಟ್ ನಿಂದ ಈ ಬಾರಿಯ ಪುರಂದರೋತ್ಸವ ಪ್ರಶಸ್ತಿಗೆ ಭಾಜನರಾಗಿದ್ದಾರೆ. ಡಾ.ಜಯಲಕ್ಷ್ಮಿ ಮಂಗಳಮೂರ್ತಿ ಅವರಿಗೆ ಪ್ರತಿ ಸಾಹಿತ್ಯ ಮೇಳದ ಅಧ್ಯಕ್ಷ ಮುರಳೀಧರ ಕುಲಕರ್ಣಿ, ಹಿಂದಿನ ಅಧ್ಯಕ್ಷ ಗೋವಿಂದ ದಂಡಿನ, ಉಪಾಧ್ಯಕ್ಷ ವ್ಯಾಸರಾಜ ಡಾ.ಶೇಷಗಿರಿ ದಾಸ್, ಕಾರ್ಯದರ್ಶಿಗಳಾದ ರಮೇಶ್ ಕುಲಕರ್ಣಿ, ಜೆ.ಎಂ.ವೀರೇಶ್ ಸೇರಿದಂತೆ ಮಂಡಳಿಯ ಸದಸ್ಯರುಗಳಾದ ಸುರೇಶ್ ಕಲ್ಲೂರ್, ನರಸಿಂಹಮೂರ್ತಿ ಕುಲಕರ್ಣಿ, ವಸಂತೇಂದ್ರ ನರಿಬೋಳ, ರಮಾ ಕಾಂತ ಕುಲಕರ್ಣಿ, ನಿರಂಜನ ಕುಲಕರ್ಣಿ ಅವರು ಅಭಿನಂದನೆಗಳನ್ನು ಸಲ್ಲಿಸಿದ್ದಾರೆ. bbox=[276, 514, 414, 682]
atal-body: ಮಾನ್ವಿ: ಪಟ್ಟಣದ ಭಾರತೀಯ ಜನತಾ ಪಾರ್ಟಿ ಮಂಡಲ ಕಚೇರಿಯಲ್ಲಿ ಮಾಜಿ ಪ್ರಧಾನಿ ಅಟಲ್ ಬಿಹಾರಿ ವಾಜಪೇಯಿ ಅವರ ಜನ್ಮದಿನದ ಅಂಗವಾಗಿ ಅಟಲ್ ಸ್ಮೃತಿ ವರ್ಷ ಆಚರಿಸಲಾಯಿತು. ಬಿಜೆಪಿ ಮಾನ್ವಿ ಮಂಡಲ ಅಧ್ಯಕ್ಷರಾದ ವೀರಭದ್ರಪ್ಪ ಪ್ರೊಫೆಸರ್ ಮಾತನಾಡಿ, ಮಾಜಿ ಪ್ರಧಾನಿ ಅಟಲ್ ಬಿಹಾರಿ ವಾಜಪೇಯಿ ಅವರು ದೇಶ ಕಂಡ ಶ್ರೇಷ್ಠ ಪ್ರಧಾನಿ ಹಾಗೂ ಕವಿ, ರಾಜನೀತಿಜ್ಞರಾಗಿದ್ದರು. ಅವರ ಆಡಳಿತಾವಧಿಯಲ್ಲಿ ಅನೇಕ ಜನಪರ ಯೋಜನೆಗಳನ್ನು ಜಾರಿಗೆ ತಂದಿದ್ದಾರೆ ಎಂದರು. ಈ ಸಂದರ್ಭದಲ್ಲಿ ಹಿರಿಯ ಮುಖಂಡರಾದ ಶೇಷಗಿರಿ ನಾಯಕ, ಚಂದ್ರಶೇಖರ ನಾಯಕ, ವೀರೇಶ, ನಾಯಕ ಜನೂರ್, ಕುಮಾರ ಮೇದಾ, ಸುರೇಶ ನಕ್ಕುಂದಿ, ಸದ್ದಾಂ ಹುಸೇನ್ ಸೇರಿದಂತೆ ಇನ್ನಿತರರು ಇದ್ದರು. bbox=[716, 864, 924, 948]
halapur-photo-illustration bbox=[195, 1219, 699, 1362]
jayalakshmi-headline-2: ಟಿಟಿಡಿಯಿಂದ ಪುರಂದರೋತ್ಸವ ಪ್ರಶಸ್ತಿ bbox=[18, 476, 303, 503]
lead-photo-poster-release bbox=[190, 165, 512, 428]
jayalakshmi-column-1 bbox=[12, 515, 147, 708]
lead-body-col4: ಡಿ.ಆರ್.ಪಾಟೀಲ ಸೇರಿದಂತೆ ವಿವಿಧ ಮಠಾಧೀಶರು, ಗಣ್ಯರು, ಪಾಲ್ಗೊಳ್ಳಲಿದ್ದಾರೆ ಎಂದರು. ನಿರ್ಮಲ ತುಂಗಭದ್ರಾ ಜಾಗೃತಿ ಅಭಿಯಾನದ ಕೊಪ್ಪಳ ಜಿಲ್ಲಾ ಸಂಚಾಲಕರಾದ ಶಿವಕುಮಾರ್ ಮಾಲೀಪಾಟೀಲ್ ಮಾತನಾಡಿ, ಅಭಿಯಾನಕ್ಕೆ ಪಕ್ಷಾತೀತ, ಜಾತ್ಯಾತೀತ, ವೈದ್ಯರು, ಸಾಹಿತಿಗಳು, ಸಮಾಜ ಸೇವಕರು, ಸಂಘ ಸಂಸ್ಥೆಗಳು ಹಾಗೂ ಗಣ್ಯಮಾನ್ಯರು ಸಹಕಾರ ನೀಡಿದ್ದಾರೆ. ಪಾದಯಾತ್ರೆಗೆ ಹಲವು ಜನರು ಬೆಂಬಲ ವ್ಯಕ್ತಪಡಿಸಿದ್ದು, ಪ್ಲಾಸ್ಟಿಕ್ ಮುಕ್ತ ನದಿ ತೀರ ನಿರ್ಮಾಣ ನಮ್ಮ ಗುರಿಯಾಗಿದೆ. ಈ ಸಂದರ್ಭದಲ್ಲಿ ಜಲಜಾಗೃತಿ ಪಾದಯಾತ್ರೆ ಪೋಸ್ಟರ್ ಬಿಡುಗಡೆಗೊಳಿಸಲಾಯಿತು. ಸಿದ್ದರಾಮೇಶ್ವರ ಮಾಧ್ಯಮ ಕಾರ್ಯದರ್ಶಿ, ಸುರೇಶ ಗುಂಡೂರು, ಶರಣಪ್ಪ ಕರಡಿ, ಜಗನ್ನಾಥ ಆಲಂಪಲ್ಲಿ, ವಿಶ್ವನಾಥ ಹಿರೇಮಠ, ಕೃಷ್ಣಪ್ಪ ನಾಯಕ, ಬೆಟ್ಟಪ್ಪ ಮಾಲೀಪಾಟೀಲ ಇದ್ದರು. bbox=[520, 160, 700, 265]
lead-callout-box bbox=[519, 75, 699, 153]
lead-body-col1: ಗಂಗಾವತಿ: ದೇಶದ ಬಹುತೇಕ ನದಿಗಳು ಕುಡಿಯಲು ಯೋಗ್ಯವಾಗದಷ್ಟು ಕಲುಷಿತಗೊಂಡಿರುವ ಕುರಿತು ವರದಿಗಳು ಸ್ಪಷ್ಟಪಡಿಸುತ್ತಿದ್ದು, ಭವಿಷ್ಯತ್ತಿನ ಹಿತದೃಷ್ಟಿಯಿಂದ ತುಂಗಭದ್ರ ನದಿಯ ಮಲೀನ್ಯ ತಡೆಯಬೇಕಾದ ಅನಿವಾರ್ಯತೆಯಿದೆ ಸರಕಾರದ ಗಮನಸೆಳೆಯಲು ಮತ್ತು ಜನಜಲಜಾಗೃತಿಗಾಗಿ ನಾಳೆ ಡಿ.27 ಬೆಳಗ್ಗೆ 10.30ಕ್ಕೆ ಹಿರೇಜಂತಕಲ್ ಶ್ರೀ ಪ್ರಸನ್ನ ಪಂಪಾಪತಿ ದೇವಸ್ಥಾನದ ವೇದಿಕೆ ಮೂಲಕ ಕಿಷ್ಕಿಂದ ಕ್ಷೇತ್ರದಿಂದ ಆರಂಭವಾಗಲಿರುವ ಪಾದಯಾತ್ರೆ ಅಂದೋಲನಕ್ಕೆ ಸಕಲರೂ ಸಹಕಾರ ನೀಡಬೇಕು. ಸ್ವಾತಂತ್ರ್ಯ ಹೋರಾಟಗಾರ ಸುಭಾಷ್ ಚಂದ್ರ ಬೋಸ್ ಅವರ ಮೊಮ್ಮಗಳು ರಾಜಶ್ರೀ ಚೌಧರಿ ಚಾಲನೆ ನೀಡಲಿದ್ದಾರೆ ಎಂದು ಮಾಹಿತಿ ನೀಡಿದರು. ಅವರು ನಗರದ ಸಿಬಿಎಸ್ ಕಲ್ಯಾಣ ಮಂಟಪದಲ್ಲಿ ನಿರ್ಮಲ ತುಂಗಭದ್ರಾ ಅಭಿಯಾನ ಜಲಜಾಗೃತಿ ಕಾರ್ಯಕ್ರಮದ ಅಂಗವಾಗಿ ಸುದ್ದಿಗೋಷ್ಠಿಯಲ್ಲಿ ಭಾಗವಹಿಸಿ ಮಾತನಾಡಿದರು. ಅಭಿಯಾನದ ಪ್ರಮುಖರಾದ ಬಸವರಾಜ ಪಾಟೀಲ ಮಾತನಾಡಿ, ಅತಿಯಾದ ರಾಸಾಯನಿಕ ಬಳಕೆ, ಕಾರ್ಖಾನೆಗಳ ತ್ಯಾಜ್ಯ ನದಿಗೆ bbox=[12, 173, 182, 320]
shamanur-body-col1b: ಬೆಳಗ್ಗೆ 10.15ಕ್ಕೆ ಆರಂಭವಾಗುವ ಕಾರ್ಯಕ್ರಮದಲ್ಲಿ ಮುಖ್ಯಮಂತ್ರಿ ಸಿದ್ದರಾಮಯ್ಯ, ಡಾ.ಶಾಮನೂರು ಶಿವಶಂಕರಪ್ಪನವರು ನಡೆದು ಬಂದ ದಾರಿಯ 'ಅಮೃತ ಪುರುಷ' ಸಾಕ್ಷ್ಯಚಿತ್ರವನ್ನು ಬಿಡುಗಡೆಗೊಳಿಸಿ, ನುಡಿನಮನ ಸಲ್ಲಿಸುವರು. ಉಪಮುಖ್ಯಮಂತ್ರಿ ಡಿ.ಕೆ.ಶಿವಕುಮಾರ್ ಅವರು 2026ನೇ ವರ್ಷದ bbox=[12, 1107, 190, 1159]
road-bhoomi-pooja-photo bbox=[720, 122, 922, 214]
shamanur-portrait-illustration bbox=[401, 919, 494, 1066]
